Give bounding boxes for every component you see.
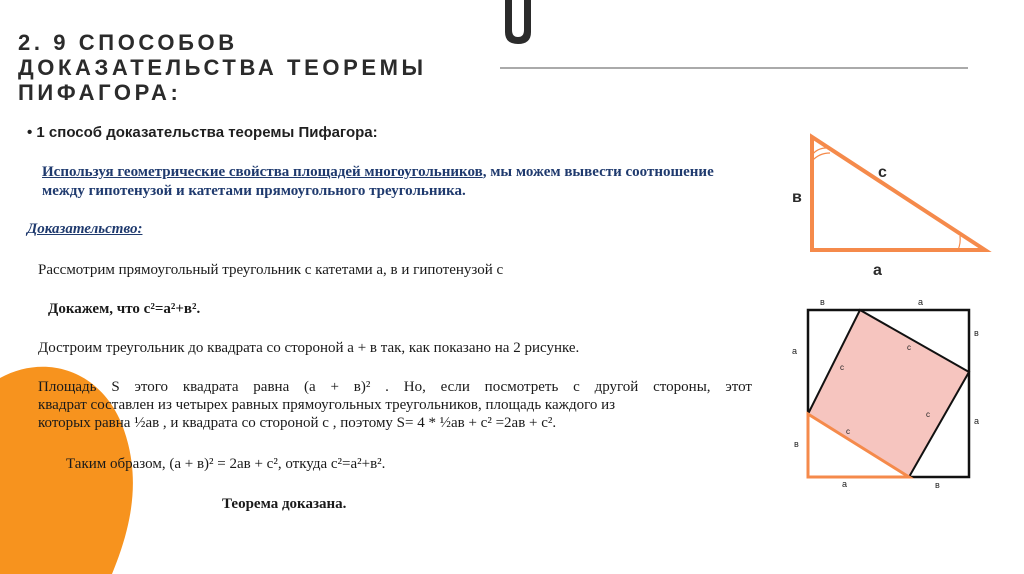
fig2-c-bottom: с <box>846 427 850 436</box>
fig2-bottom-right: в <box>935 480 940 490</box>
area-line-3: которых равна ½ав , и квадрата со стороной с , поэтому S= 4 * ½ав + с² =2ав + с². <box>38 415 557 431</box>
fig2-c-right: с <box>926 410 930 419</box>
fig2-right-upper: в <box>974 328 979 338</box>
fig2-left-upper: а <box>792 346 798 356</box>
paragraph-area <box>38 378 752 432</box>
intro-rest: , мы можем вывести соотношение между гипотенузой и катетами прямоугольного треугольника. <box>42 164 714 199</box>
proof-label: Доказательство: <box>27 221 143 237</box>
slide-title <box>18 30 427 105</box>
method-bullet: • 1 способ доказательства теоремы Пифагора: <box>27 124 378 141</box>
label-a: а <box>873 262 882 279</box>
figure-square-proof <box>780 292 1000 497</box>
title-line-1: 2. 9 СПОСОБОВ <box>18 30 238 55</box>
intro-text <box>42 163 754 201</box>
fig2-top-right: а <box>918 297 924 307</box>
figure-right-triangle <box>780 125 1010 295</box>
paragraph-thus: Таким образом, (а + в)² = 2ав + с², откуда с²=а²+в². <box>66 456 386 472</box>
title-line-2: ДОКАЗАТЕЛЬСТВА ТЕОРЕМЫ <box>18 55 427 80</box>
area-line-2: квадрат составлен из четырех равных прямоугольных треугольников, площадь каждого из <box>38 397 616 413</box>
fig2-c-left: с <box>840 363 844 372</box>
title-line-3: ПИФАГОРА: <box>18 80 182 105</box>
inner-square <box>808 310 969 477</box>
label-c: с <box>878 164 887 181</box>
paragraph-prove: Докажем, что с²=а²+в². <box>48 301 201 317</box>
fig2-top-left: в <box>820 297 825 307</box>
paragraph-done: Теорема доказана. <box>222 496 347 512</box>
label-b: в <box>792 189 802 206</box>
fig2-bottom-left: а <box>842 479 848 489</box>
intro-underlined: Используя геометрические свойства площадей многоугольников <box>42 164 483 180</box>
fig2-c-top: с <box>907 343 911 352</box>
header-decoration <box>490 0 970 75</box>
fig2-left-lower: в <box>794 439 799 449</box>
paragraph-consider: Рассмотрим прямоугольный треугольник с катетами а, в и гипотенузой с <box>38 262 504 278</box>
fig2-right-lower: а <box>974 416 980 426</box>
paragraph-complete: Достроим треугольник до квадрата со стороной а + в так, как показано на 2 рисунке. <box>38 340 580 356</box>
triangle-shape <box>812 137 985 250</box>
area-line-1: Площадь S этого квадрата равна (а + в)² . Но, если посмотреть с другой стороны, этот <box>38 379 752 395</box>
